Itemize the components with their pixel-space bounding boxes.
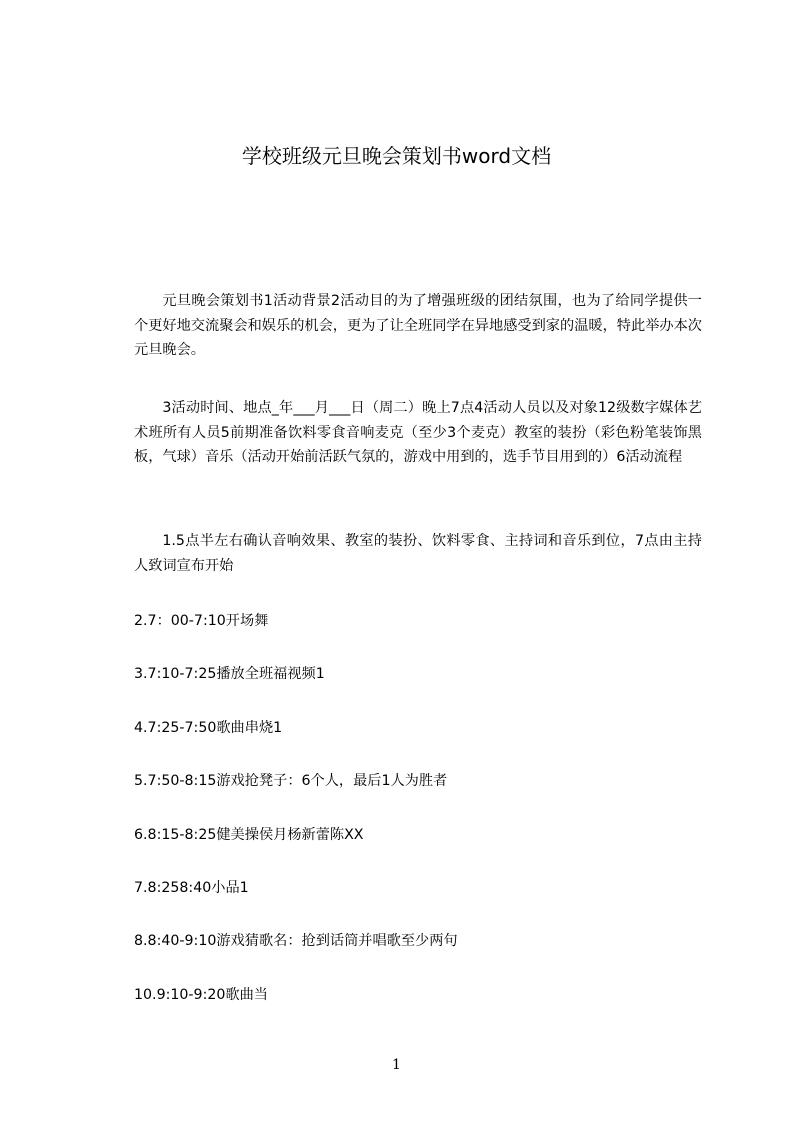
page-number: 1	[392, 1057, 401, 1073]
document-title: 学校班级元旦晚会策划书word文档	[241, 144, 552, 168]
schedule-item: 5.7:50-8:15游戏抢凳子：6个人，最后1人为胜者	[134, 773, 448, 789]
paragraph-schedule-start: 1.5点半左右确认音响效果、教室的装扮、饮料零食、主持词和音乐到位，7点由主持人致词宣布开始	[134, 533, 702, 574]
schedule-item: 2.7：00-7:10开场舞	[134, 613, 269, 629]
schedule-item: 10.9:10-9:20歌曲当	[134, 987, 268, 1003]
schedule-item: 6.8:15-8:25健美操侯月杨新蕾陈XX	[134, 827, 364, 843]
schedule-item: 8.8:40-9:10游戏猜歌名：抢到话筒并唱歌至少两句	[134, 933, 458, 949]
paragraph-background: 元旦晚会策划书1活动背景2活动目的为了增强班级的团结氛围，也为了给同学提供一个更好地交流聚会和娱乐的机会，更为了让全班同学在异地感受到家的温暖，特此举办本次元旦晚会。	[134, 293, 702, 358]
schedule-item: 4.7:25-7:50歌曲串烧1	[134, 720, 283, 736]
schedule-item: 7.8:258:40小品1	[134, 880, 249, 896]
paragraph-time-and-preparation: 3活动时间、地点_年___月___日（周二）晚上7点4活动人员以及对象12级数字媒体艺术班所有人员5前期准备饮料零食音响麦克（至少3个麦克）教室的装扮（彩色粉笔装饰黑板，气球）音乐（活动开始前活跃气氛的，游戏中用到的，选手节目用到的）6活动流程	[134, 400, 702, 465]
schedule-item: 3.7:10-7:25播放全班福视频1	[134, 666, 325, 682]
